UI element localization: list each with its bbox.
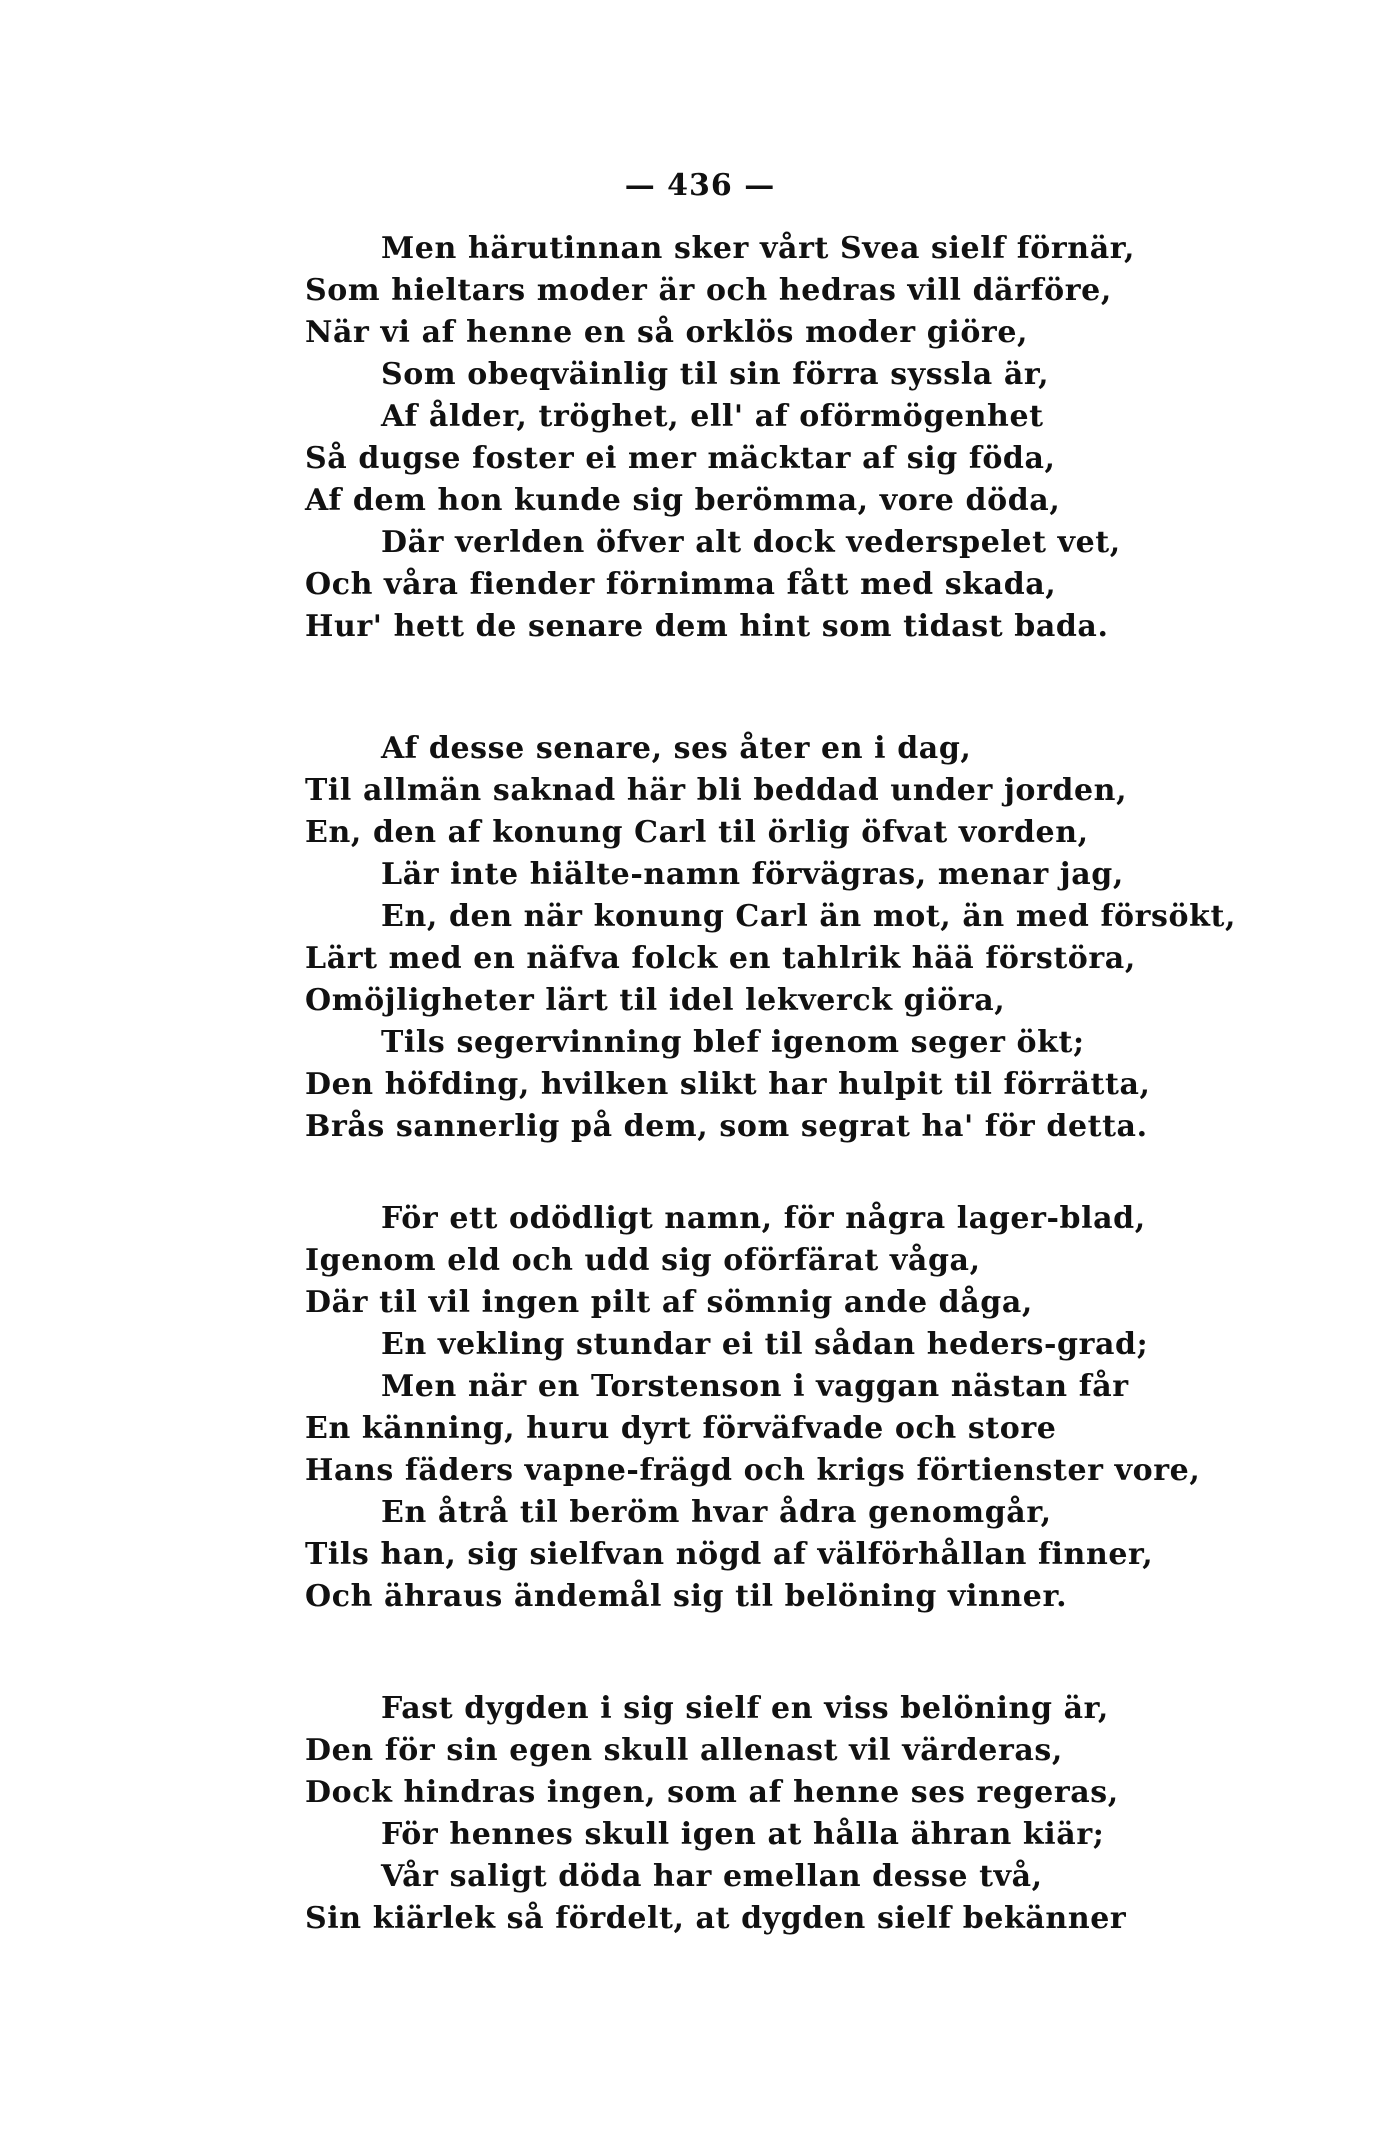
poem-line: En, den när konung Carl än mot, än med försökt, [381,899,1237,934]
page-number: — 436 — [624,168,776,203]
poem-line: Den för sin egen skull allenast vil värderas, [305,1733,1063,1768]
poem-line: Och våra fiender förnimma fått med skada, [305,567,1057,602]
poem-line: Fast dygden i sig sielf en viss belöning är, [381,1691,1109,1726]
poem-line: En, den af konung Carl til örlig öfvat vorden, [305,815,1089,850]
poem-line: En vekling stundar ei til sådan heders-grad; [381,1327,1149,1362]
poem-line: Dock hindras ingen, som af henne ses regeras, [305,1775,1119,1810]
poem-line: Så dugse foster ei mer mäcktar af sig föda, [305,441,1056,476]
poem-line: Lär inte hiälte-namn förvägras, menar jag, [381,857,1124,892]
stanza-1 [305,228,1345,648]
poem-line: Där verlden öfver alt dock vederspelet vet, [381,525,1121,560]
poem-line: Af dem hon kunde sig berömma, vore döda, [305,483,1061,518]
stanza-2 [305,728,1345,1148]
poem-line: Af desse senare, ses åter en i dag, [381,731,972,766]
poem-line: Sin kiärlek så fördelt, at dygden sielf bekänner [305,1901,1127,1936]
poem-line: Lärt med en näfva folck en tahlrik hää förstöra, [305,941,1136,976]
poem-line: Men när en Torstenson i vaggan nästan får [381,1369,1129,1404]
poem-line: Där til vil ingen pilt af sömnig ande dåga, [305,1285,1033,1320]
stanza-4 [305,1688,1345,1940]
stanza-3 [305,1198,1345,1618]
poem-line: För ett odödligt namn, för några lager-blad, [381,1201,1146,1236]
poem-line: En känning, huru dyrt förväfvade och store [305,1411,1057,1446]
poem-line: Som obeqväinlig til sin förra syssla är, [381,357,1050,392]
poem-line: Tils segervinning blef igenom seger ökt; [381,1025,1085,1060]
poem-line: Men härutinnan sker vårt Svea sielf förnär, [381,231,1136,266]
poem-line: Och ähraus ändemål sig til belöning vinner. [305,1579,1068,1614]
poem-line: När vi af henne en så orklös moder giöre, [305,315,1029,350]
poem-line: Som hieltars moder är och hedras vill därföre, [305,273,1112,308]
poem-line: Hur' hett de senare dem hint som tidast bada. [305,609,1109,644]
poem-line: En åtrå til beröm hvar ådra genomgår, [381,1495,1052,1530]
poem-line: För hennes skull igen at hålla ähran kiär; [381,1817,1105,1852]
poem-line: Igenom eld och udd sig oförfärat våga, [305,1243,981,1278]
poem-line: Af ålder, tröghet, ell' af oförmögenhet [381,399,1044,434]
poem-line: Vår saligt döda har emellan desse två, [381,1859,1043,1894]
poem-line: Omöjligheter lärt til idel lekverck giöra, [305,983,1006,1018]
poem-line: Den höfding, hvilken slikt har hulpit til förrätta, [305,1067,1151,1102]
poem-line: Til allmän saknad här bli beddad under jorden, [305,773,1128,808]
poem-line: Hans fäders vapne-frägd och krigs förtienster vore, [305,1453,1201,1488]
poem-line: Brås sannerlig på dem, som segrat ha' för detta. [305,1109,1148,1144]
poem-line: Tils han, sig sielfvan nögd af välförhållan finner, [305,1537,1154,1572]
